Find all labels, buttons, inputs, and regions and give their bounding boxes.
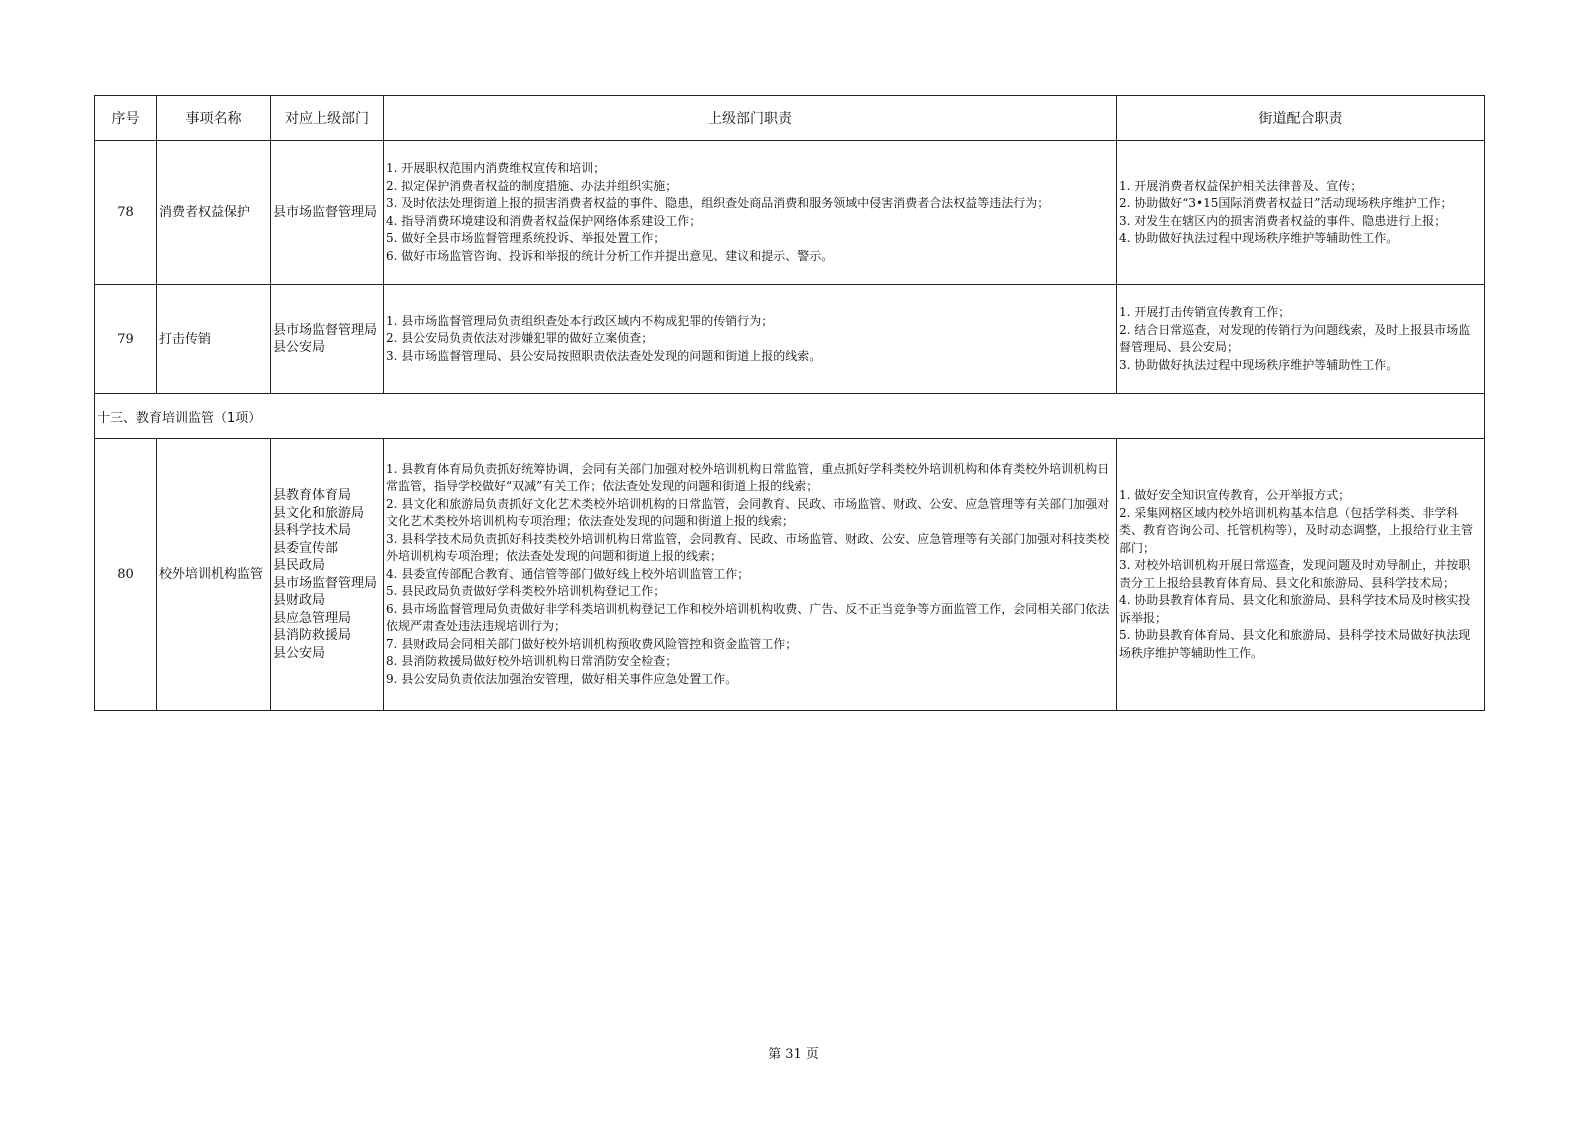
duty-line: 4. 协助县教育体育局、县文化和旅游局、县科学技术局及时核实投诉举报；	[1119, 593, 1471, 625]
duty-line: 1. 开展打击传销宣传教育工作；	[1119, 305, 1291, 319]
row-item-name: 校外培训机构监管	[157, 439, 271, 711]
duty-line: 7. 县财政局会同相关部门做好校外培训机构预收费风险管控和资金监管工作；	[386, 636, 798, 651]
duty-table	[94, 95, 1485, 711]
duty-line: 2. 采集网格区域内校外培训机构基本信息（包括学科类、非学科类、教育咨询公司、托管机构等），及时动态调整，上报给行业主管部门；	[1119, 505, 1474, 555]
duty-line: 6. 做好市场监管咨询、投诉和举报的统计分析工作并提出意见、建议和提示、警示。	[386, 248, 834, 263]
duty-line: 2. 拟定保护消费者权益的制度措施、办法并组织实施；	[386, 178, 678, 193]
duty-line: 1. 县市场监督管理局负责组织查处本行政区域内不构成犯罪的传销行为；	[386, 313, 774, 328]
header-seq: 序号	[95, 96, 157, 141]
row-upper-duty	[384, 141, 1117, 285]
duty-line: 2. 县公安局负责依法对涉嫌犯罪的做好立案侦查；	[386, 331, 654, 346]
row-seq: 79	[95, 285, 157, 394]
dept-line: 县市场监督管理局	[273, 204, 378, 220]
dept-line: 县委宣传部	[273, 540, 339, 556]
header-row	[95, 96, 1485, 141]
duty-line: 4. 指导消费环境建设和消费者权益保护网络体系建设工作；	[386, 213, 702, 228]
duty-line: 3. 对校外培训机构开展日常巡查，发现问题及时劝导制止，并按职责分工上报给县教育体育局、县文化和旅游局、县科学技术局；	[1119, 558, 1471, 590]
duty-line: 2. 县文化和旅游局负责抓好文化艺术类校外培训机构的日常监管，会同教育、民政、市场监管、财政、公安、应急管理等有关部门加强对文化艺术类校外培训机构专项治理；依法查处发现的问题和街道上报的线索；	[386, 496, 1110, 529]
row-dept	[271, 439, 384, 711]
duty-line: 3. 对发生在辖区内的损害消费者权益的事件、隐患进行上报；	[1119, 213, 1447, 228]
header-street-duty: 街道配合职责	[1117, 96, 1485, 141]
row-seq: 78	[95, 141, 157, 285]
duty-line: 3. 县科学技术局负责抓好科技类校外培训机构日常监管，会同教育、民政、市场监管、财政、公安、应急管理等有关部门加强对科技类校外培训机构专项治理；依法查处发现的问题和街道上报的线索；	[386, 531, 1110, 564]
duty-line: 2. 结合日常巡查，对发现的传销行为问题线索，及时上报县市场监督管理局、县公安局；	[1119, 322, 1471, 354]
dept-line: 县民政局	[273, 558, 326, 573]
dept-line: 县应急管理局	[273, 610, 352, 626]
row-street-duty	[1117, 439, 1485, 711]
duty-line: 3. 协助做好执法过程中现场秩序维护等辅助性工作。	[1119, 357, 1399, 372]
duty-line: 4. 协助做好执法过程中现场秩序维护等辅助性工作。	[1119, 231, 1399, 245]
duty-line: 6. 县市场监督管理局负责做好非学科类培训机构登记工作和校外培训机构收费、广告、反不正当竞争等方面监管工作，会同相关部门依法依规严肃查处违法违规培训行为；	[386, 601, 1110, 634]
duty-line: 9. 县公安局负责依法加强治安管理，做好相关事件应急处置工作。	[386, 671, 738, 686]
dept-line: 县财政局	[273, 593, 326, 608]
row-item-name: 消费者权益保护	[157, 141, 271, 285]
row-item-name: 打击传销	[157, 285, 271, 394]
row-upper-duty	[384, 285, 1117, 394]
duty-line: 5. 协助县教育体育局、县文化和旅游局、县科学技术局做好执法现场秩序维护等辅助性工作。	[1119, 628, 1471, 660]
dept-line: 县文化和旅游局	[273, 505, 365, 521]
row-seq: 80	[95, 439, 157, 711]
duty-line: 8. 县消防救援局做好校外培训机构日常消防安全检查；	[386, 654, 678, 669]
table-row	[95, 141, 1485, 285]
row-dept	[271, 285, 384, 394]
dept-line: 县公安局	[273, 340, 326, 355]
duty-line: 5. 做好全县市场监督管理系统投诉、举报处置工作；	[386, 231, 666, 245]
duty-line: 2. 协助做好“3•15国际消费者权益日”活动现场秩序维护工作；	[1119, 196, 1453, 210]
row-street-duty	[1117, 285, 1485, 394]
table-row	[95, 285, 1485, 394]
dept-line: 县市场监督管理局	[273, 322, 378, 338]
row-street-duty	[1117, 141, 1485, 285]
duty-line: 1. 开展职权范围内消费维权宣传和培训；	[386, 161, 606, 175]
duty-line: 1. 开展消费者权益保护相关法律普及、宣传；	[1119, 178, 1363, 193]
table-row	[95, 439, 1485, 711]
duty-line: 3. 县市场监督管理局、县公安局按照职责依法查处发现的问题和街道上报的线索。	[386, 348, 822, 363]
row-upper-duty	[384, 439, 1117, 711]
header-upper-duty: 上级部门职责	[384, 96, 1117, 141]
header-item: 事项名称	[157, 96, 271, 141]
row-dept	[271, 141, 384, 285]
duty-line: 5. 县民政局负责做好学科类校外培训机构登记工作；	[386, 584, 666, 599]
duty-line: 4. 县委宣传部配合教育、通信管等部门做好线上校外培训监管工作；	[386, 566, 750, 581]
page-number: 第 31 页	[768, 1047, 819, 1062]
dept-line: 县科学技术局	[273, 523, 352, 538]
dept-line: 县公安局	[273, 645, 326, 661]
duty-line: 1. 做好安全知识宣传教育，公开举报方式；	[1119, 488, 1351, 502]
duty-line: 1. 县教育体育局负责抓好统筹协调，会同有关部门加强对校外培训机构日常监管，重点抓好学科类校外培训机构和体育类校外培训机构日常监管，指导学校做好“双减”有关工作；依法查处发现的问题和街道上报的线索；	[386, 461, 1110, 494]
duty-line: 3. 及时依法处理街道上报的损害消费者权益的事件、隐患，组织查处商品消费和服务领域中侵害消费者合法权益等违法行为；	[386, 196, 1050, 210]
dept-line: 县消防救援局	[273, 628, 352, 643]
section-row	[95, 394, 1485, 439]
section-title: 十三、教育培训监管（1项）	[95, 394, 1485, 439]
dept-line: 县市场监督管理局	[273, 575, 378, 591]
dept-line: 县教育体育局	[273, 488, 352, 503]
header-dept: 对应上级部门	[271, 96, 384, 141]
